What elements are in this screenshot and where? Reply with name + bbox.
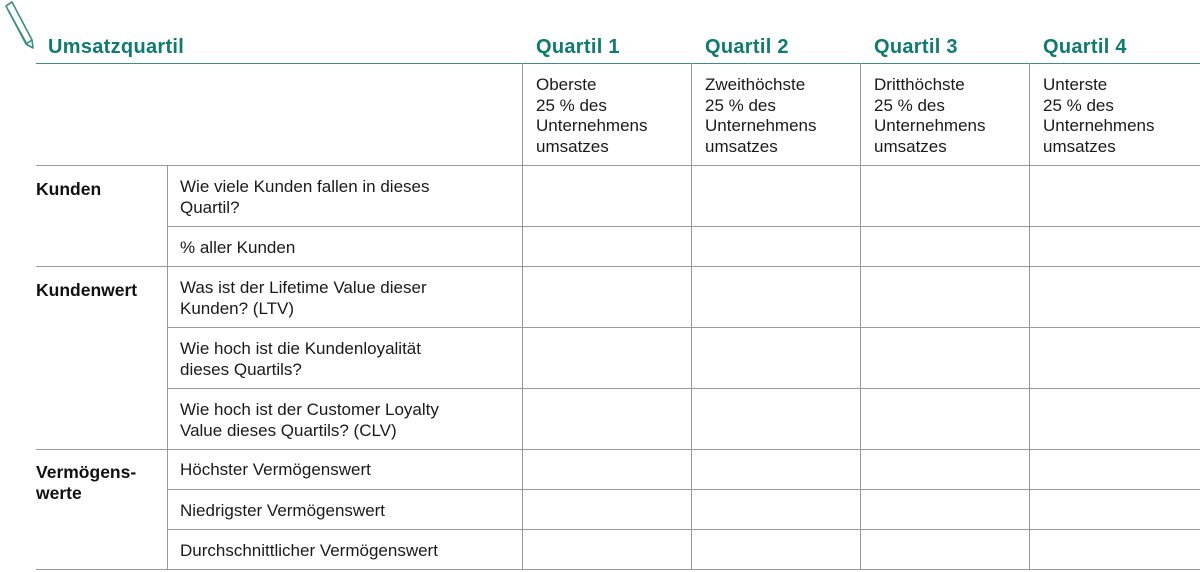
answer-cell[interactable] <box>861 450 1029 489</box>
answer-cell[interactable] <box>692 267 860 327</box>
answer-cell[interactable] <box>523 490 691 529</box>
answer-cell[interactable] <box>861 267 1029 327</box>
row-label-average-asset: Durchschnittlicher Vermögenswert <box>180 541 438 560</box>
answer-cell[interactable] <box>861 530 1029 569</box>
answer-cell[interactable] <box>523 530 691 569</box>
table-bottom-rule <box>36 569 1200 570</box>
row-label-highest-asset: Höchster Vermögenswert <box>180 460 371 479</box>
answer-cell[interactable] <box>692 450 860 489</box>
quartile-2-header: Quartil 2 <box>705 36 789 58</box>
answer-cell[interactable] <box>523 328 691 388</box>
answer-cell[interactable] <box>861 389 1029 449</box>
table-title: Umsatzquartil <box>48 36 185 58</box>
answer-cell[interactable] <box>1030 166 1200 226</box>
answer-cell[interactable] <box>523 166 691 226</box>
row-label-ltv: Was ist der Lifetime Value dieser Kunden? (LTV) <box>180 278 427 318</box>
row-label-customer-percent: % aller Kunden <box>180 238 296 257</box>
answer-cell[interactable] <box>1030 450 1200 489</box>
answer-cell[interactable] <box>692 227 860 266</box>
answer-cell[interactable] <box>523 227 691 266</box>
row-label-loyalty: Wie hoch ist die Kundenloyalität dieses Quartils? <box>180 339 421 379</box>
quartile-1-header: Quartil 1 <box>536 36 620 58</box>
answer-cell[interactable] <box>523 389 691 449</box>
answer-cell[interactable] <box>1030 227 1200 266</box>
answer-cell[interactable] <box>1030 530 1200 569</box>
answer-cell[interactable] <box>861 166 1029 226</box>
category-kunden: Kunden <box>36 179 102 199</box>
category-vermoegenswerte: Vermögens- werte <box>36 462 137 503</box>
quartile-3-description: Dritthöchste 25 % des Unternehmens umsatzes <box>874 75 986 156</box>
row-label-customer-count: Wie viele Kunden fallen in dieses Quartil? <box>180 177 430 217</box>
quartile-1-description: Oberste 25 % des Unternehmens umsatzes <box>536 75 648 156</box>
quartile-2-description: Zweithöchste 25 % des Unternehmens umsatzes <box>705 75 817 156</box>
quartile-4-header: Quartil 4 <box>1043 36 1127 58</box>
pencil-icon <box>2 0 36 52</box>
header-rule <box>36 63 1200 64</box>
answer-cell[interactable] <box>692 389 860 449</box>
row-label-clv: Wie hoch ist der Customer Loyalty Value dieses Quartils? (CLV) <box>180 400 439 440</box>
answer-cell[interactable] <box>523 267 691 327</box>
answer-cell[interactable] <box>692 530 860 569</box>
answer-cell[interactable] <box>523 450 691 489</box>
answer-cell[interactable] <box>1030 490 1200 529</box>
answer-cell[interactable] <box>861 490 1029 529</box>
quartile-3-header: Quartil 3 <box>874 36 958 58</box>
column-divider <box>167 165 168 570</box>
answer-cell[interactable] <box>1030 267 1200 327</box>
answer-cell[interactable] <box>1030 389 1200 449</box>
answer-cell[interactable] <box>861 328 1029 388</box>
answer-cell[interactable] <box>692 166 860 226</box>
category-kundenwert: Kundenwert <box>36 280 138 300</box>
answer-cell[interactable] <box>1030 328 1200 388</box>
quartile-4-description: Unterste 25 % des Unternehmens umsatzes <box>1043 75 1155 156</box>
answer-cell[interactable] <box>861 227 1029 266</box>
row-label-lowest-asset: Niedrigster Vermögenswert <box>180 501 386 520</box>
answer-cell[interactable] <box>692 490 860 529</box>
answer-cell[interactable] <box>692 328 860 388</box>
